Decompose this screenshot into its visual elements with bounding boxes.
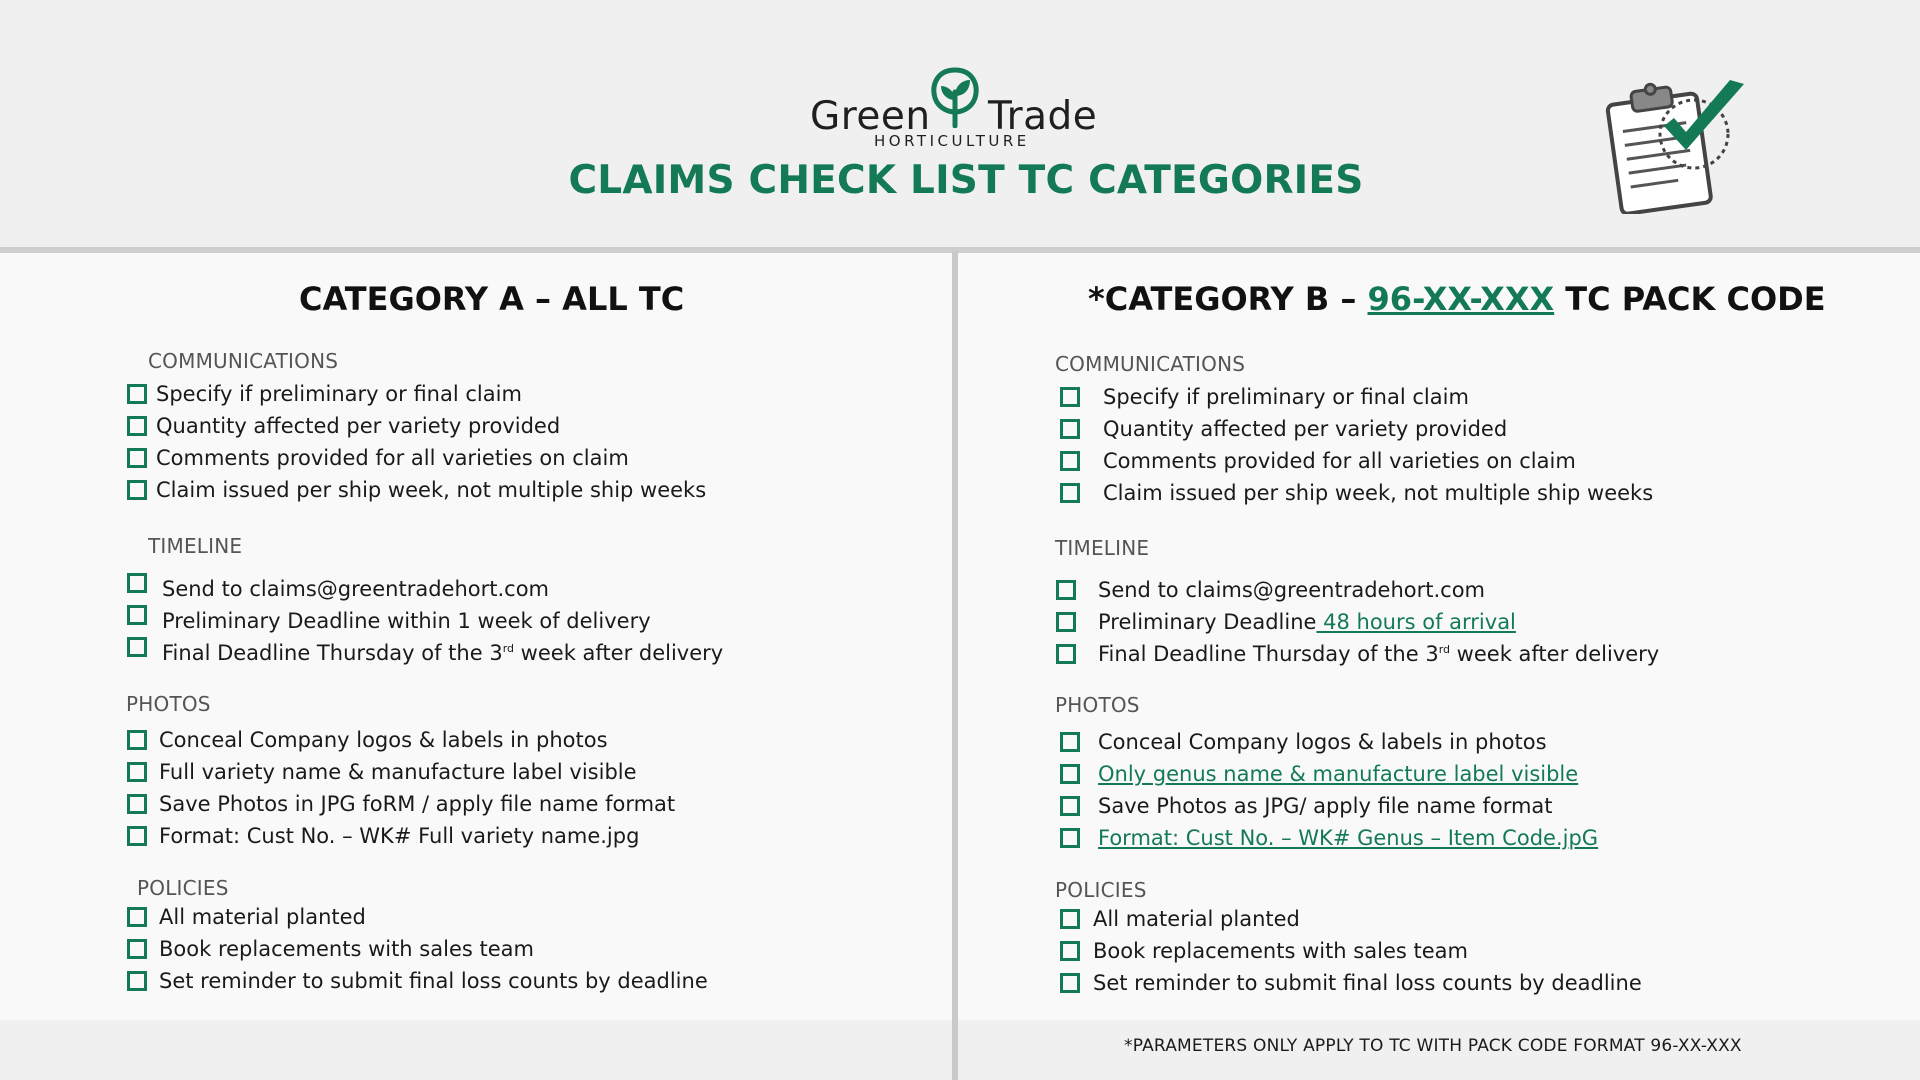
genus-label-link[interactable]: Only genus name & manufacture label visible	[1098, 762, 1579, 786]
checkbox[interactable]	[127, 826, 147, 846]
checkbox[interactable]	[127, 637, 147, 657]
checkbox[interactable]	[1060, 941, 1080, 961]
checkbox[interactable]	[1060, 909, 1080, 929]
category-a-title: CATEGORY A – ALL TC	[299, 280, 685, 318]
checkbox[interactable]	[1056, 580, 1076, 600]
logo-word-trade: Trade	[988, 94, 1098, 139]
section-photos-a: PHOTOS	[126, 692, 211, 716]
checkbox[interactable]	[1056, 644, 1076, 664]
category-b-title: *CATEGORY B – 96-XX-XXX TC PACK CODE	[1088, 280, 1826, 318]
header	[0, 0, 1920, 248]
checkbox[interactable]	[127, 416, 147, 436]
checkbox[interactable]	[1060, 387, 1080, 407]
checkbox[interactable]	[127, 939, 147, 959]
checkbox[interactable]	[1060, 419, 1080, 439]
checkbox[interactable]	[127, 971, 147, 991]
checkbox[interactable]	[127, 480, 147, 500]
checkbox[interactable]	[1060, 451, 1080, 471]
company-logo	[810, 66, 1100, 152]
section-timeline-a: TIMELINE	[148, 534, 243, 558]
checkbox[interactable]	[1060, 796, 1080, 816]
checkbox[interactable]	[127, 794, 147, 814]
checkbox[interactable]	[127, 605, 147, 625]
checkbox[interactable]	[127, 907, 147, 927]
checkbox[interactable]	[1060, 973, 1080, 993]
section-communications-b: COMMUNICATIONS	[1055, 352, 1246, 376]
checkbox[interactable]	[1056, 612, 1076, 632]
footnote: *PARAMETERS ONLY APPLY TO TC WITH PACK CODE FORMAT 96-XX-XXX	[1124, 1036, 1742, 1056]
arrival-deadline-link[interactable]: 48 hours of arrival	[1316, 610, 1516, 634]
checkbox[interactable]	[1060, 483, 1080, 503]
clipboard-check-icon	[1594, 76, 1752, 214]
pack-code-link[interactable]: 96-XX-XXX	[1367, 280, 1555, 318]
sprout-icon	[926, 66, 984, 128]
section-communications-a: COMMUNICATIONS	[148, 349, 339, 373]
checkbox[interactable]	[127, 730, 147, 750]
checkbox[interactable]	[1060, 764, 1080, 784]
section-policies-b: POLICIES	[1055, 878, 1147, 902]
checkbox[interactable]	[1060, 828, 1080, 848]
checkbox[interactable]	[127, 384, 147, 404]
section-timeline-b: TIMELINE	[1055, 536, 1150, 560]
checkbox[interactable]	[1060, 732, 1080, 752]
page-title: CLAIMS CHECK LIST TC CATEGORIES	[568, 158, 1364, 203]
file-format-link[interactable]: Format: Cust No. – WK# Genus – Item Code.jpG	[1098, 826, 1599, 850]
section-photos-b: PHOTOS	[1055, 693, 1140, 717]
checkbox[interactable]	[127, 573, 147, 593]
checkbox[interactable]	[127, 762, 147, 782]
checkbox[interactable]	[127, 448, 147, 468]
logo-word-green: Green	[810, 94, 931, 139]
column-divider	[952, 251, 958, 1080]
logo-subtitle: HORTICULTURE	[874, 132, 1030, 150]
section-policies-a: POLICIES	[137, 876, 229, 900]
